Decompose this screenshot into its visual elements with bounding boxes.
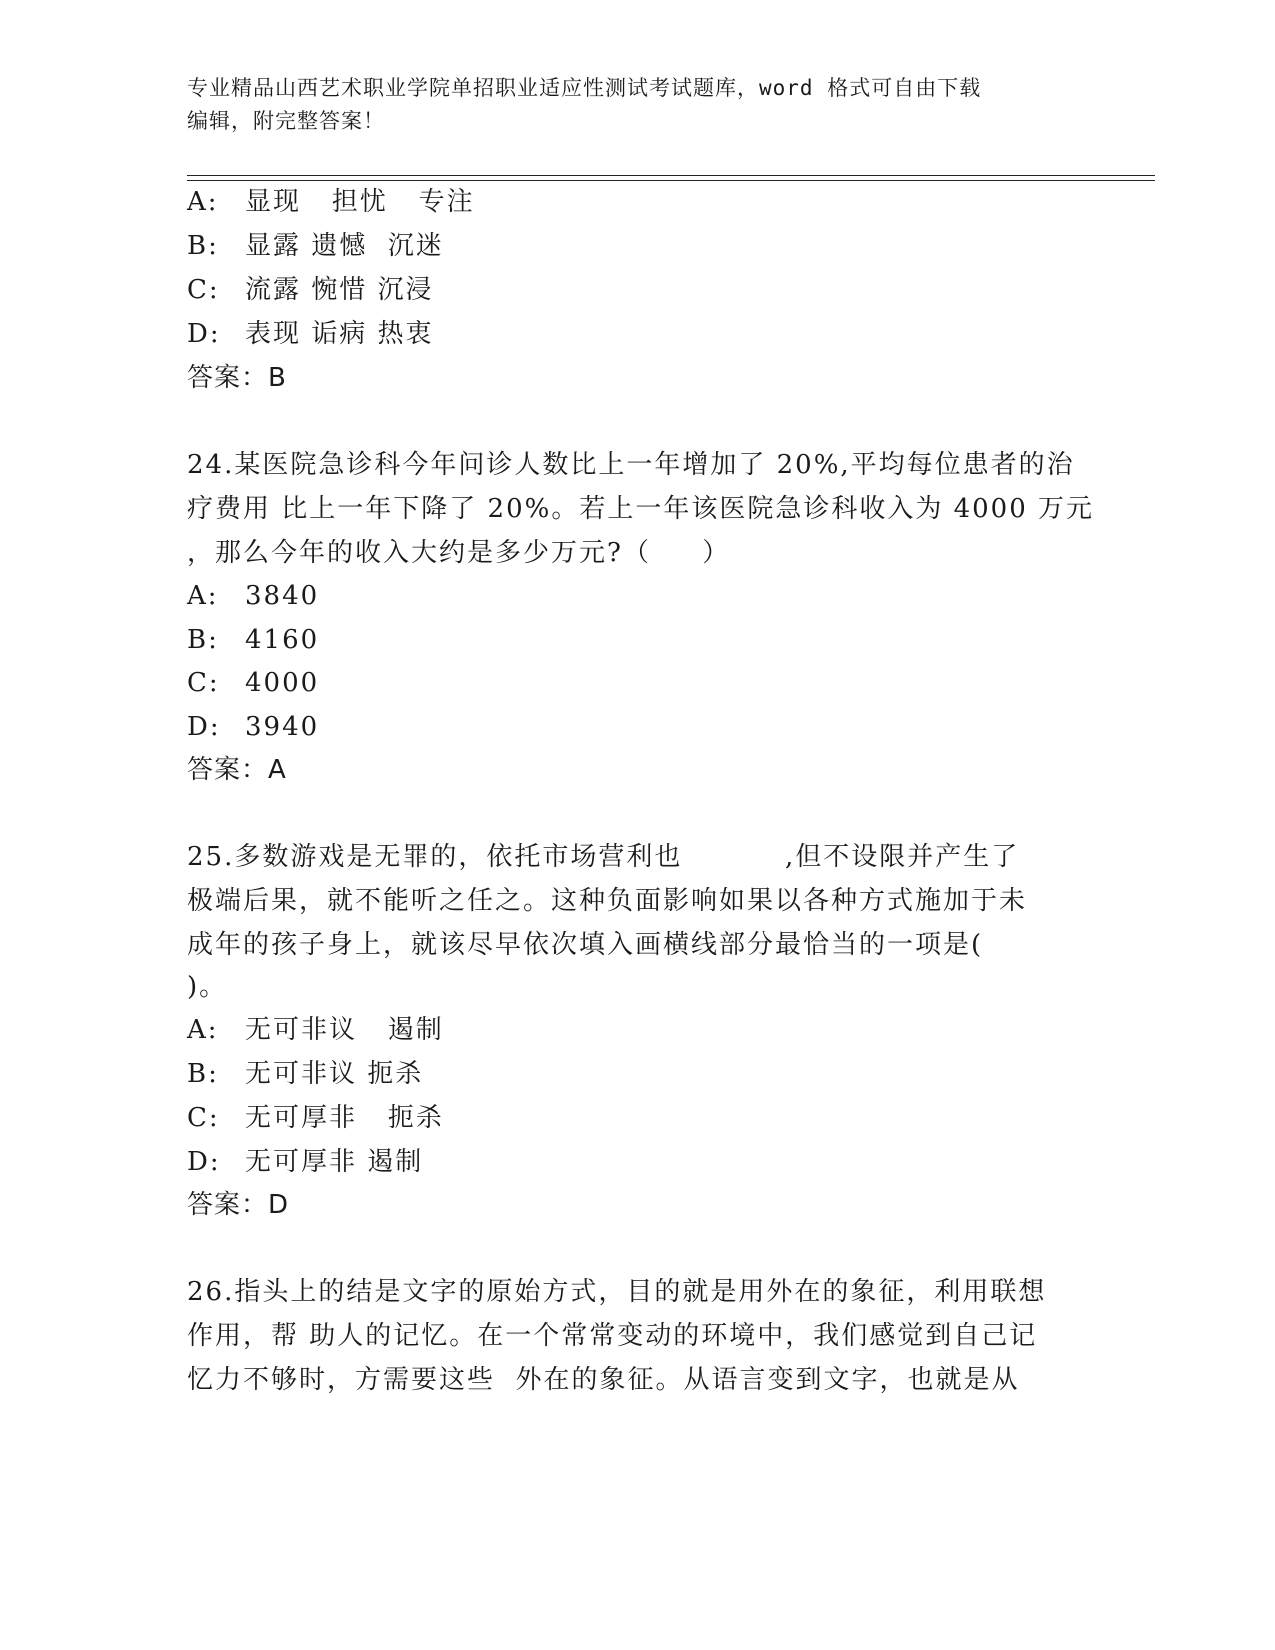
q24-stem-line-2: 疗费用 比上一年下降了 20%。若上一年该医院急诊科收入为 4000 万元 (187, 494, 1095, 524)
header-divider-bottom (187, 180, 1155, 181)
option-key: C: (187, 275, 220, 305)
option-text: 流露 惋惜 沉浸 (245, 275, 434, 305)
option-key: D: (187, 1147, 221, 1177)
option-key: A: (187, 1015, 219, 1045)
q23-option-b (187, 231, 444, 261)
option-text: 4000 (245, 668, 320, 698)
q24-option-d (187, 712, 319, 742)
option-key: D: (187, 712, 221, 742)
header-line-2: 编辑，附完整答案！ (187, 109, 385, 133)
q23-option-a (187, 187, 475, 217)
option-text: 表现 诟病 热衷 (245, 319, 434, 349)
q25-option-d (187, 1147, 423, 1177)
option-text: 无可非议 扼杀 (245, 1059, 424, 1089)
q23-option-d (187, 319, 434, 349)
q25-stem-line-2: 极端后果，就不能听之任之。这种负面影响如果以各种方式施加于未 (187, 886, 1028, 916)
q25-answer: 答案：D (187, 1190, 290, 1220)
option-text: 显现 担忧 专注 (245, 187, 475, 217)
option-text: 3840 (245, 581, 320, 611)
q24-stem-line-1: 24.某医院急诊科今年问诊人数比上一年增加了 20%,平均每位患者的治 (187, 450, 1075, 480)
option-text: 无可厚非 扼杀 (245, 1103, 444, 1133)
q26-stem-line-3: 忆力不够时，方需要这些 外在的象征。从语言变到文字，也就是从 (187, 1365, 1020, 1395)
option-key: C: (187, 1103, 220, 1133)
q25-stem-line-4: )。 (187, 972, 228, 1002)
q26-stem-line-1: 26.指头上的结是文字的原始方式，目的就是用外在的象征，利用联想 (187, 1277, 1047, 1307)
option-key: D: (187, 319, 221, 349)
q24-option-a (187, 581, 319, 611)
q25-stem-line-3: 成年的孩子身上，就该尽早依次填入画横线部分最恰当的一项是( (187, 930, 984, 960)
q24-option-c (187, 668, 319, 698)
option-key: B: (187, 231, 219, 261)
option-key: A: (187, 187, 219, 217)
option-text: 3940 (245, 712, 320, 742)
option-key: A: (187, 581, 219, 611)
q24-answer: 答案：A (187, 755, 287, 785)
q25-stem-line-1: 25.多数游戏是无罪的，依托市场营利也 ,但不设限并产生了 (187, 842, 1020, 872)
q24-stem-line-3: ，那么今年的收入大约是多少万元?（ ） (187, 538, 731, 568)
q24-option-b (187, 625, 319, 655)
option-text: 无可非议 遏制 (245, 1015, 444, 1045)
q23-option-c (187, 275, 434, 305)
q25-option-b (187, 1059, 423, 1089)
header-divider-top (187, 175, 1155, 176)
option-text: 显露 遗憾 沉迷 (245, 231, 444, 261)
q26-stem-line-2: 作用，帮 助人的记忆。在一个常常变动的环境中，我们感觉到自己记 (187, 1321, 1038, 1351)
option-text: 4160 (245, 625, 320, 655)
page-header (187, 72, 1087, 138)
option-key: B: (187, 625, 219, 655)
option-text: 无可厚非 遏制 (245, 1147, 424, 1177)
q25-option-c (187, 1103, 444, 1133)
option-key: C: (187, 668, 220, 698)
header-line-1: 专业精品山西艺术职业学院单招职业适应性测试考试题库，word 格式可自由下载 (187, 76, 982, 100)
q23-answer: 答案：B (187, 363, 287, 393)
option-key: B: (187, 1059, 219, 1089)
q25-option-a (187, 1015, 444, 1045)
